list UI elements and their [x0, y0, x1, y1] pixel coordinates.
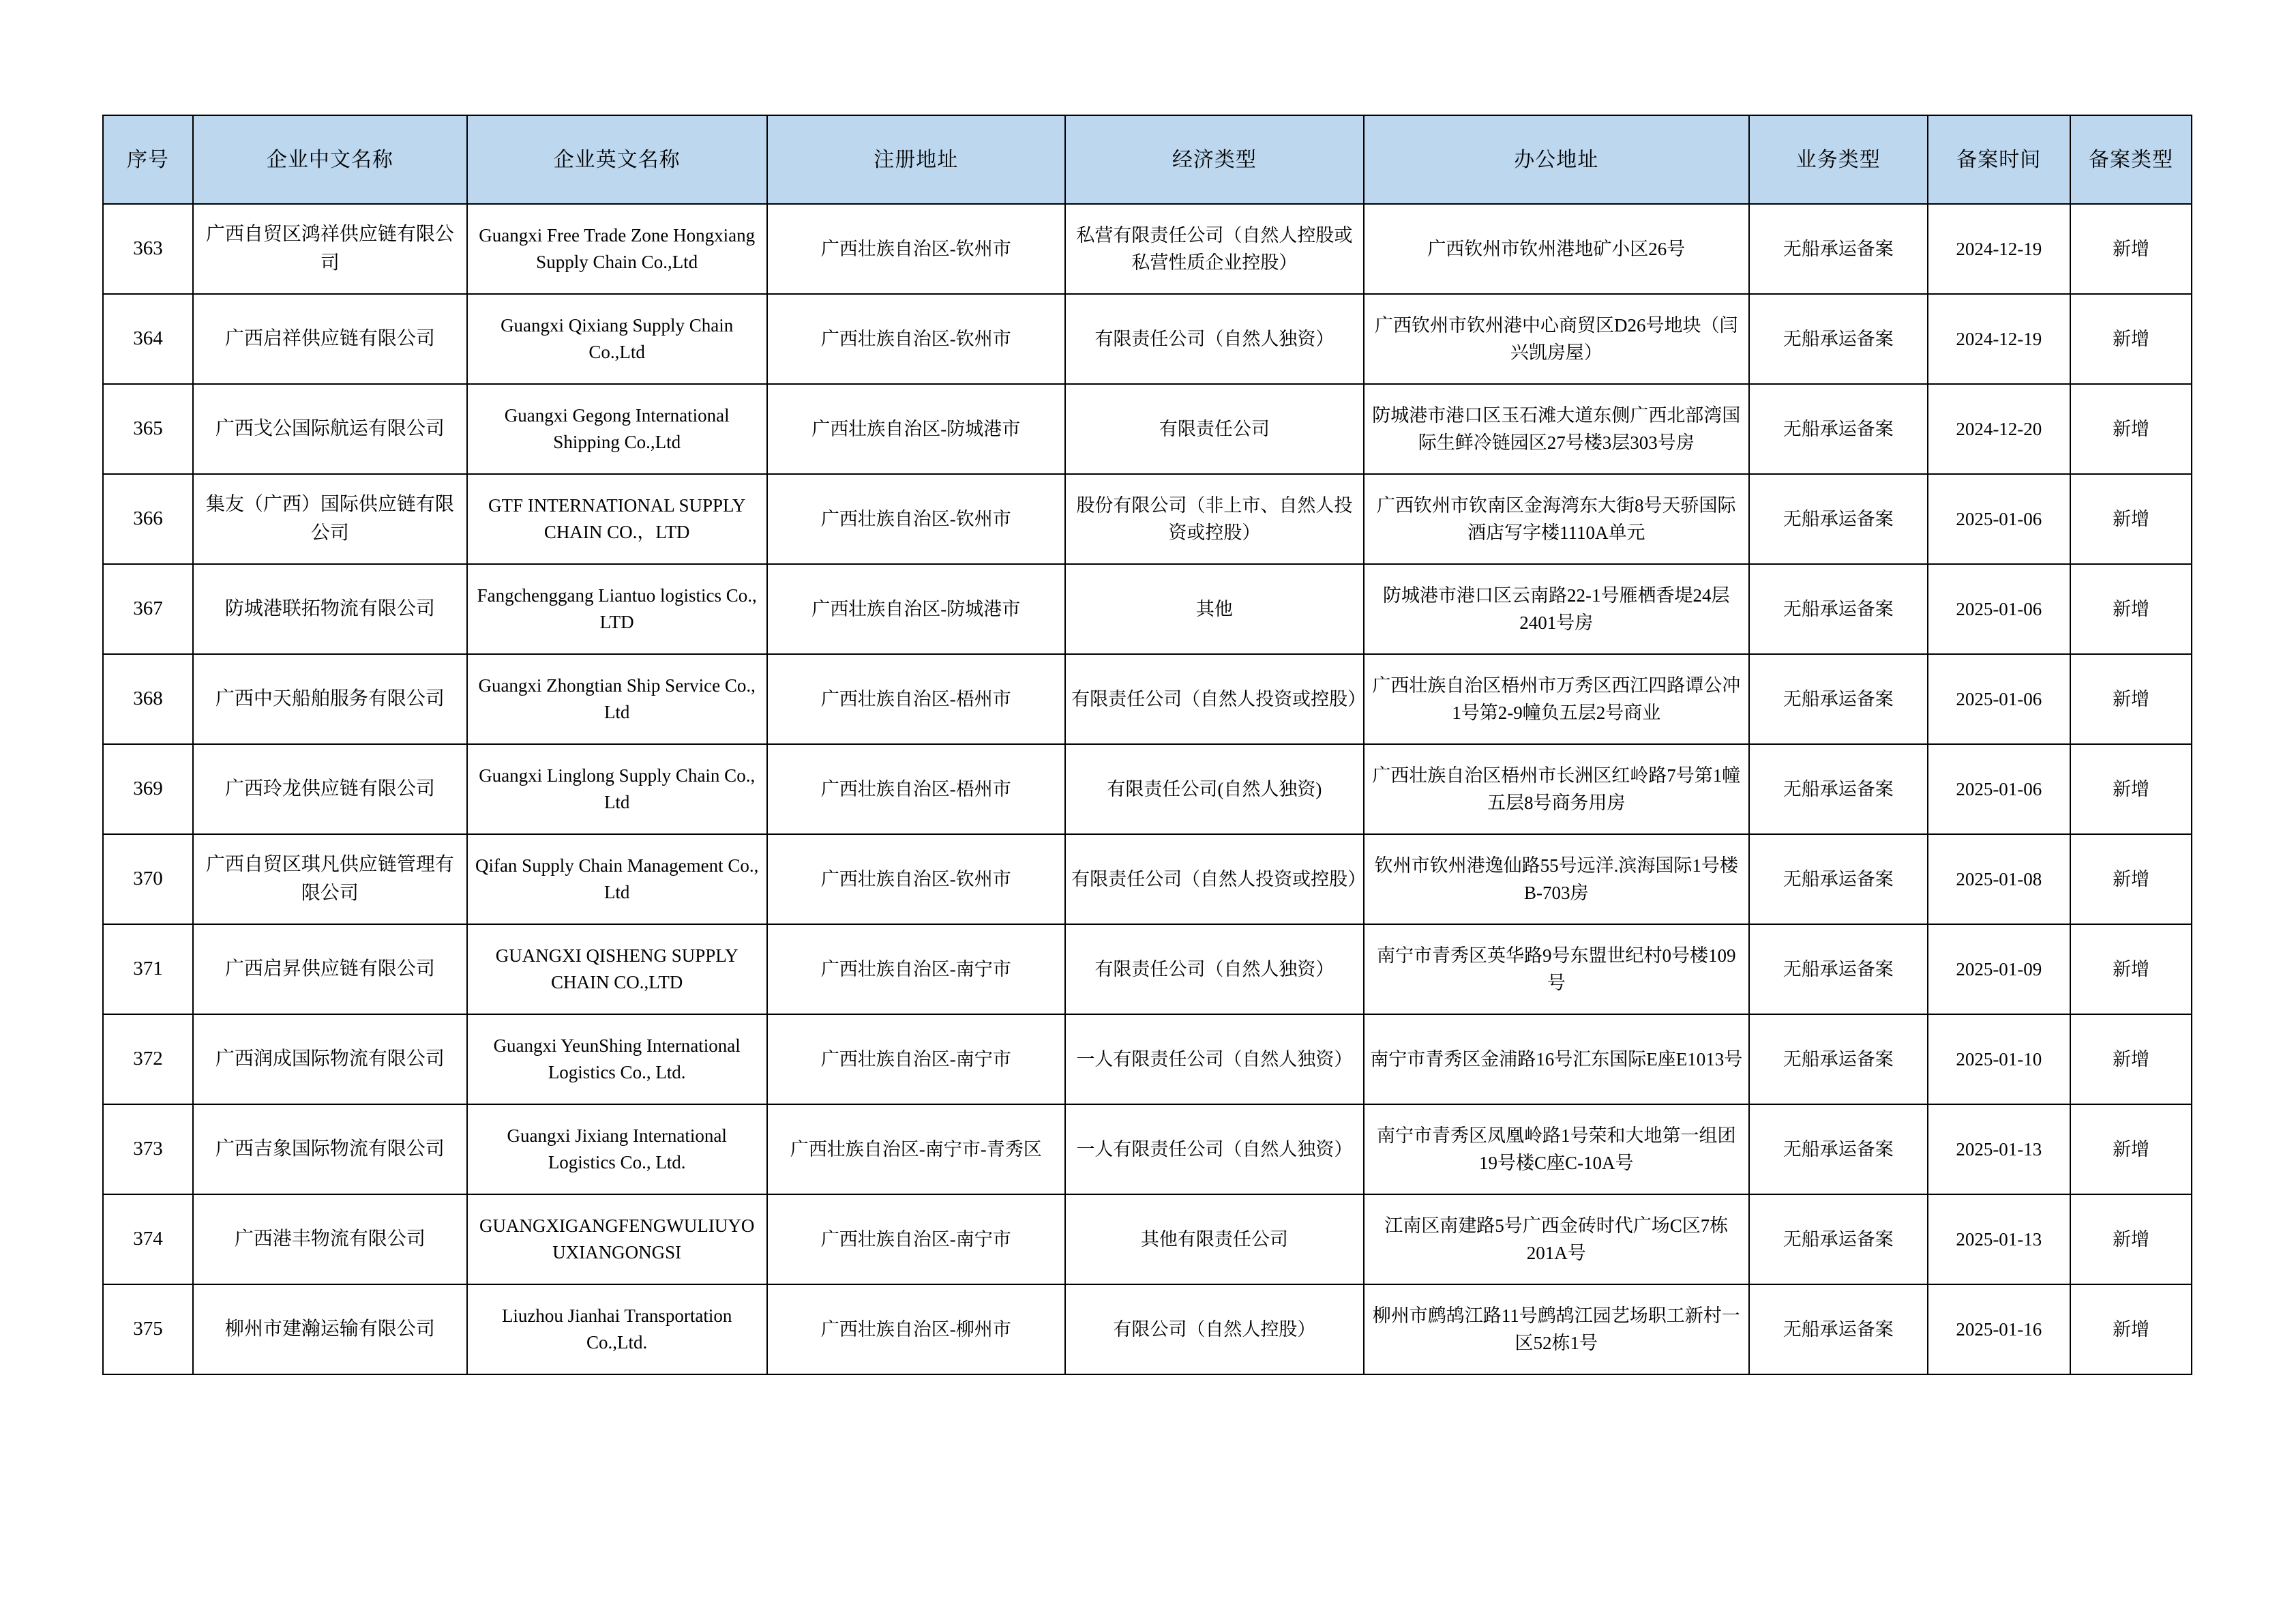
cell-record-date: 2025-01-16: [1928, 1284, 2070, 1374]
table-row: [103, 744, 2192, 834]
column-header-reg-address: 注册地址: [767, 115, 1066, 204]
cell-record-date: 2025-01-10: [1928, 1014, 2070, 1104]
nvocc-registry-table: [102, 115, 2192, 1375]
table-row: [103, 654, 2192, 744]
table-header-row: [103, 115, 2192, 204]
cell-office-address: 广西壮族自治区梧州市万秀区西江四路谭公冲1号第2-9幢负五层2号商业: [1364, 654, 1749, 744]
cell-economic-type: 其他: [1065, 564, 1364, 654]
cell-reg-address: 广西壮族自治区-梧州市: [767, 654, 1066, 744]
cell-index: 364: [103, 294, 193, 384]
cell-name-en: Guangxi Qixiang Supply Chain Co.,Ltd: [467, 294, 767, 384]
table-row: [103, 1014, 2192, 1104]
cell-record-type: 新增: [2070, 1284, 2192, 1374]
cell-index: 375: [103, 1284, 193, 1374]
cell-record-type: 新增: [2070, 294, 2192, 384]
cell-economic-type: 股份有限公司（非上市、自然人投资或控股）: [1065, 474, 1364, 564]
cell-name-cn: 广西戈公国际航运有限公司: [193, 384, 467, 474]
column-header-record-date: 备案时间: [1928, 115, 2070, 204]
cell-record-date: 2025-01-13: [1928, 1104, 2070, 1194]
cell-reg-address: 广西壮族自治区-防城港市: [767, 384, 1066, 474]
column-header-economic-type: 经济类型: [1065, 115, 1364, 204]
cell-record-date: 2025-01-06: [1928, 744, 2070, 834]
cell-name-cn: 防城港联拓物流有限公司: [193, 564, 467, 654]
cell-reg-address: 广西壮族自治区-梧州市: [767, 744, 1066, 834]
cell-record-date: 2025-01-08: [1928, 834, 2070, 924]
cell-record-type: 新增: [2070, 1194, 2192, 1284]
cell-record-type: 新增: [2070, 1014, 2192, 1104]
cell-record-date: 2024-12-19: [1928, 294, 2070, 384]
cell-record-date: 2025-01-06: [1928, 474, 2070, 564]
cell-record-date: 2025-01-06: [1928, 564, 2070, 654]
cell-economic-type: 有限责任公司（自然人投资或控股）: [1065, 834, 1364, 924]
cell-business-type: 无船承运备案: [1749, 564, 1928, 654]
cell-name-cn: 广西中天船舶服务有限公司: [193, 654, 467, 744]
cell-name-cn: 广西玲龙供应链有限公司: [193, 744, 467, 834]
cell-economic-type: 一人有限责任公司（自然人独资）: [1065, 1104, 1364, 1194]
table-row: [103, 924, 2192, 1014]
cell-index: 366: [103, 474, 193, 564]
cell-office-address: 南宁市青秀区凤凰岭路1号荣和大地第一组团19号楼C座C-10A号: [1364, 1104, 1749, 1194]
cell-business-type: 无船承运备案: [1749, 384, 1928, 474]
cell-index: 372: [103, 1014, 193, 1104]
cell-record-date: 2025-01-09: [1928, 924, 2070, 1014]
cell-reg-address: 广西壮族自治区-南宁市: [767, 924, 1066, 1014]
cell-index: 367: [103, 564, 193, 654]
table-body: [103, 204, 2192, 1374]
cell-office-address: 防城港市港口区玉石滩大道东侧广西北部湾国际生鲜冷链园区27号楼3层303号房: [1364, 384, 1749, 474]
cell-name-cn: 广西启昇供应链有限公司: [193, 924, 467, 1014]
cell-economic-type: 私营有限责任公司（自然人控股或私营性质企业控股）: [1065, 204, 1364, 294]
cell-name-cn: 集友（广西）国际供应链有限公司: [193, 474, 467, 564]
cell-office-address: 广西钦州市钦州港地矿小区26号: [1364, 204, 1749, 294]
cell-name-cn: 广西自贸区琪凡供应链管理有限公司: [193, 834, 467, 924]
table-row: [103, 384, 2192, 474]
cell-office-address: 防城港市港口区云南路22-1号雁栖香堤24层2401号房: [1364, 564, 1749, 654]
cell-name-en: Liuzhou Jianhai Transportation Co.,Ltd.: [467, 1284, 767, 1374]
cell-record-type: 新增: [2070, 924, 2192, 1014]
table-row: [103, 1194, 2192, 1284]
cell-business-type: 无船承运备案: [1749, 1014, 1928, 1104]
cell-business-type: 无船承运备案: [1749, 924, 1928, 1014]
table-row: [103, 1104, 2192, 1194]
cell-economic-type: 有限责任公司（自然人投资或控股）: [1065, 654, 1364, 744]
cell-name-cn: 广西润成国际物流有限公司: [193, 1014, 467, 1104]
column-header-office-address: 办公地址: [1364, 115, 1749, 204]
cell-reg-address: 广西壮族自治区-钦州市: [767, 294, 1066, 384]
cell-name-cn: 广西吉象国际物流有限公司: [193, 1104, 467, 1194]
cell-name-cn: 广西自贸区鸿祥供应链有限公司: [193, 204, 467, 294]
cell-index: 371: [103, 924, 193, 1014]
column-header-name-cn: 企业中文名称: [193, 115, 467, 204]
cell-name-en: GTF INTERNATIONAL SUPPLY CHAIN CO.，LTD: [467, 474, 767, 564]
cell-index: 365: [103, 384, 193, 474]
cell-name-cn: 广西启祥供应链有限公司: [193, 294, 467, 384]
cell-record-type: 新增: [2070, 654, 2192, 744]
cell-record-type: 新增: [2070, 744, 2192, 834]
cell-name-cn: 柳州市建瀚运输有限公司: [193, 1284, 467, 1374]
cell-record-type: 新增: [2070, 384, 2192, 474]
cell-business-type: 无船承运备案: [1749, 744, 1928, 834]
cell-business-type: 无船承运备案: [1749, 204, 1928, 294]
cell-name-en: GUANGXI QISHENG SUPPLY CHAIN CO.,LTD: [467, 924, 767, 1014]
cell-index: 370: [103, 834, 193, 924]
table-row: [103, 294, 2192, 384]
cell-business-type: 无船承运备案: [1749, 1284, 1928, 1374]
cell-economic-type: 其他有限责任公司: [1065, 1194, 1364, 1284]
cell-business-type: 无船承运备案: [1749, 1104, 1928, 1194]
cell-name-en: Guangxi YeunShing International Logistics Co., Ltd.: [467, 1014, 767, 1104]
cell-record-date: 2025-01-06: [1928, 654, 2070, 744]
cell-index: 373: [103, 1104, 193, 1194]
cell-name-en: Guangxi Free Trade Zone Hongxiang Supply Chain Co.,Ltd: [467, 204, 767, 294]
cell-economic-type: 一人有限责任公司（自然人独资）: [1065, 1014, 1364, 1104]
cell-name-en: Guangxi Gegong International Shipping Co.,Ltd: [467, 384, 767, 474]
cell-economic-type: 有限责任公司: [1065, 384, 1364, 474]
cell-office-address: 柳州市鹧鸪江路11号鹧鸪江园艺场职工新村一区52栋1号: [1364, 1284, 1749, 1374]
table-row: [103, 474, 2192, 564]
cell-office-address: 江南区南建路5号广西金砖时代广场C区7栋201A号: [1364, 1194, 1749, 1284]
cell-name-en: Qifan Supply Chain Management Co., Ltd: [467, 834, 767, 924]
cell-office-address: 广西钦州市钦州港中心商贸区D26号地块（闫兴凯房屋）: [1364, 294, 1749, 384]
cell-name-en: Guangxi Linglong Supply Chain Co., Ltd: [467, 744, 767, 834]
cell-reg-address: 广西壮族自治区-钦州市: [767, 204, 1066, 294]
cell-reg-address: 广西壮族自治区-南宁市: [767, 1194, 1066, 1284]
cell-office-address: 钦州市钦州港逸仙路55号远洋.滨海国际1号楼B-703房: [1364, 834, 1749, 924]
cell-reg-address: 广西壮族自治区-南宁市-青秀区: [767, 1104, 1066, 1194]
cell-index: 374: [103, 1194, 193, 1284]
cell-economic-type: 有限责任公司(自然人独资): [1065, 744, 1364, 834]
cell-office-address: 广西壮族自治区梧州市长洲区红岭路7号第1幢五层8号商务用房: [1364, 744, 1749, 834]
cell-economic-type: 有限责任公司（自然人独资）: [1065, 294, 1364, 384]
cell-reg-address: 广西壮族自治区-钦州市: [767, 834, 1066, 924]
cell-office-address: 南宁市青秀区金浦路16号汇东国际E座E1013号: [1364, 1014, 1749, 1104]
cell-index: 369: [103, 744, 193, 834]
cell-index: 368: [103, 654, 193, 744]
cell-record-type: 新增: [2070, 564, 2192, 654]
cell-business-type: 无船承运备案: [1749, 834, 1928, 924]
cell-economic-type: 有限责任公司（自然人独资）: [1065, 924, 1364, 1014]
table-row: [103, 564, 2192, 654]
cell-index: 363: [103, 204, 193, 294]
cell-reg-address: 广西壮族自治区-防城港市: [767, 564, 1066, 654]
cell-reg-address: 广西壮族自治区-柳州市: [767, 1284, 1066, 1374]
column-header-index: 序号: [103, 115, 193, 204]
column-header-name-en: 企业英文名称: [467, 115, 767, 204]
cell-business-type: 无船承运备案: [1749, 294, 1928, 384]
cell-record-date: 2024-12-20: [1928, 384, 2070, 474]
cell-record-type: 新增: [2070, 1104, 2192, 1194]
table-header: [103, 115, 2192, 204]
cell-business-type: 无船承运备案: [1749, 474, 1928, 564]
cell-office-address: 广西钦州市钦南区金海湾东大街8号天骄国际酒店写字楼1110A单元: [1364, 474, 1749, 564]
cell-record-date: 2024-12-19: [1928, 204, 2070, 294]
cell-name-en: Guangxi Jixiang International Logistics Co., Ltd.: [467, 1104, 767, 1194]
cell-economic-type: 有限公司（自然人控股）: [1065, 1284, 1364, 1374]
table-row: [103, 204, 2192, 294]
cell-name-en: GUANGXIGANGFENGWULIUYOUXIANGONGSI: [467, 1194, 767, 1284]
cell-record-type: 新增: [2070, 834, 2192, 924]
table-row: [103, 834, 2192, 924]
column-header-business-type: 业务类型: [1749, 115, 1928, 204]
cell-reg-address: 广西壮族自治区-南宁市: [767, 1014, 1066, 1104]
cell-name-en: Guangxi Zhongtian Ship Service Co., Ltd: [467, 654, 767, 744]
cell-business-type: 无船承运备案: [1749, 654, 1928, 744]
cell-office-address: 南宁市青秀区英华路9号东盟世纪村0号楼109号: [1364, 924, 1749, 1014]
cell-reg-address: 广西壮族自治区-钦州市: [767, 474, 1066, 564]
cell-record-date: 2025-01-13: [1928, 1194, 2070, 1284]
cell-name-en: Fangchenggang Liantuo logistics Co., LTD: [467, 564, 767, 654]
cell-business-type: 无船承运备案: [1749, 1194, 1928, 1284]
cell-name-cn: 广西港丰物流有限公司: [193, 1194, 467, 1284]
table-row: [103, 1284, 2192, 1374]
cell-record-type: 新增: [2070, 204, 2192, 294]
column-header-record-type: 备案类型: [2070, 115, 2192, 204]
cell-record-type: 新增: [2070, 474, 2192, 564]
